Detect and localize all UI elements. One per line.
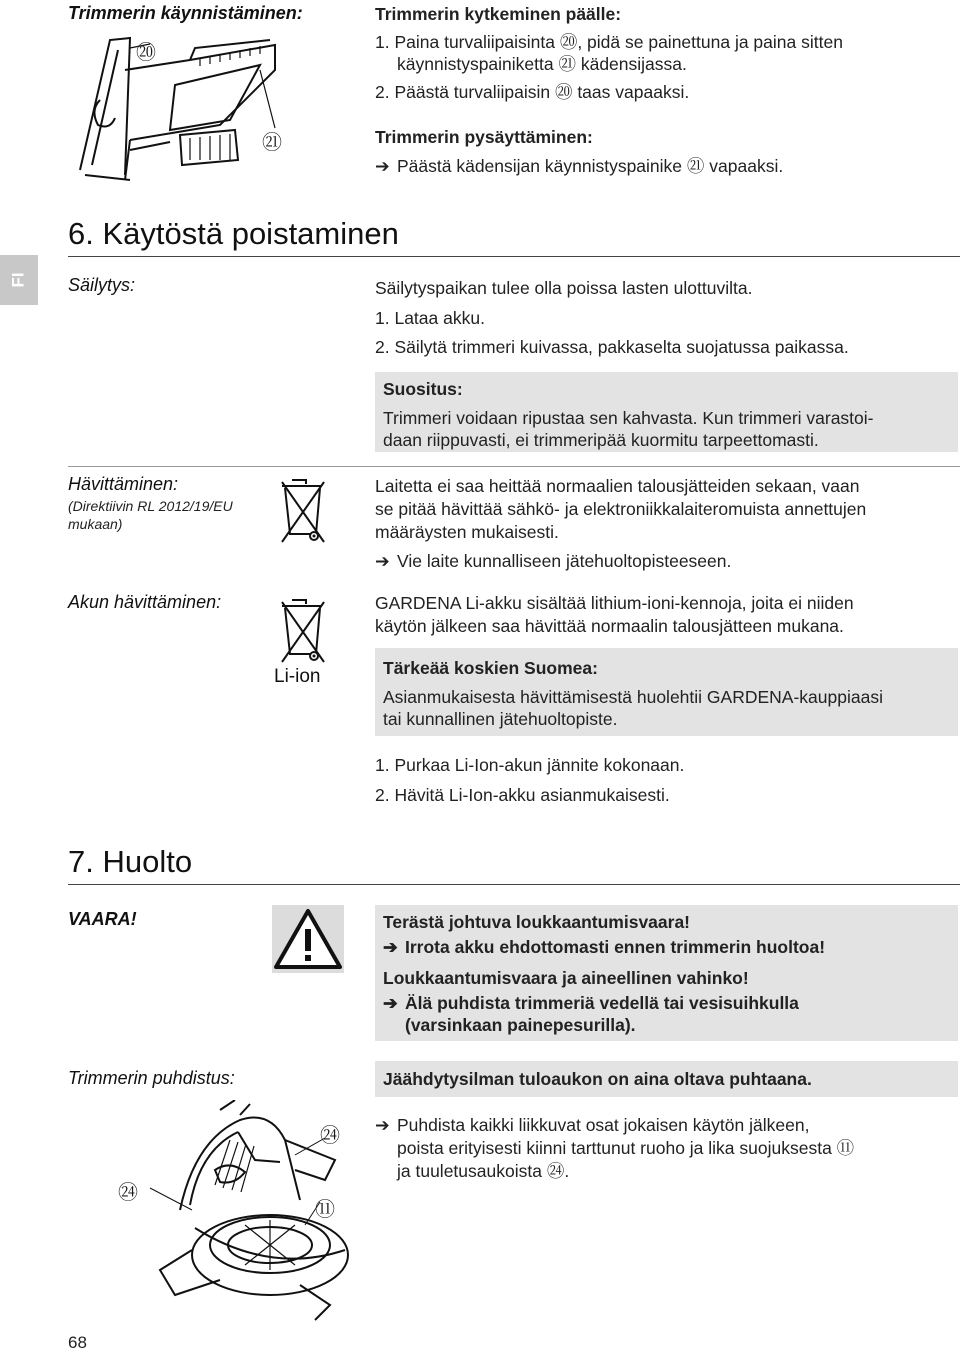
clean-title: Jäähdytysilman tuloaukon on aina oltava puhtaana. [383,1069,812,1089]
storage-intro: Säilytyspaikan tulee olla poissa lasten ulottuvilta. [375,278,753,298]
tip-line1: Trimmeri voidaan ripustaa sen kahvasta. Kun trimmeri varastoi- [383,408,874,428]
start-step1-line1: 1. Paina turvaliipaisinta ⑳, pidä se painettuna ja paina sitten [375,32,843,52]
callout-24-right: ㉔ [320,1125,340,1147]
battery-step1: 1. Purkaa Li-Ion-akun jännite kokonaan. [375,755,685,775]
finland-line2: tai kunnallinen jätehuoltopiste. [383,709,618,729]
storage-label: Säilytys: [68,275,136,295]
clean-line2: poista erityisesti kiinni tarttunut ruoho ja lika suojuksesta ⑪ [397,1138,855,1158]
language-tab [0,255,38,305]
danger-line2: Loukkaantumisvaara ja aineellinen vahinko! [383,968,749,988]
start-side-label: Trimmerin käynnistäminen: [68,3,303,23]
language-tab-label: FI [8,272,28,288]
battery-step2: 2. Hävitä Li-Ion-akku asianmukaisesti. [375,785,670,805]
callout-21: ㉑ [262,132,282,154]
storage-step2: 2. Säilytä trimmeri kuivassa, pakkaselta suojatussa paikassa. [375,337,849,357]
start-stop-text: ➔ Päästä kädensijan käynnistyspainike ㉑ vapaaksi. [375,156,784,176]
tip-box [375,372,958,452]
danger-action2-line2: (varsinkaan painepesurilla). [405,1015,636,1035]
battery-weee-bin-icon [276,596,332,668]
callout-11: ⑪ [315,1199,335,1221]
disposal-sub1: (Direktiivin RL 2012/19/EU [68,498,233,514]
danger-line1: Terästä johtuva loukkaantumisvaara! [383,912,691,932]
danger-box [375,905,958,1041]
callout-24-left: ㉔ [118,1182,138,1204]
disposal-label: Hävittäminen: [68,474,179,494]
start-step1-line2: käynnistyspainiketta ㉑ kädensijassa. [397,54,687,74]
warning-triangle-icon [272,905,344,973]
clean-label: Trimmerin puhdistus: [68,1068,235,1088]
storage-step1: 1. Lataa akku. [375,308,485,328]
clean-title-box [375,1061,958,1097]
finland-box [375,648,958,736]
battery-line1: GARDENA Li-akku sisältää lithium-ioni-kennoja, joita ei niiden [375,593,854,613]
li-ion-label: Li-ion [274,666,321,687]
battery-line2: käytön jälkeen saa hävittää normaalin talousjätteen mukana. [375,616,844,636]
weee-bin-icon [276,476,332,548]
arrow-icon: ➔ [375,1115,390,1135]
section7-heading: 7. Huolto [68,844,193,879]
danger-action2: ➔ Älä puhdista trimmeriä vedellä tai vesisuihkulla [383,993,799,1013]
tip-title: Suositus: [383,379,463,399]
finland-line1: Asianmukaisesta hävittämisestä huolehtii GARDENA-kauppiaasi [383,687,883,707]
start-step2: 2. Päästä turvaliipaisin ⑳ taas vapaaksi. [375,82,690,102]
disposal-line3: määräysten mukaisesti. [375,522,559,542]
section6-heading: 6. Käytöstä poistaminen [68,216,399,251]
clean-line1: ➔ Puhdista kaikki liikkuvat osat jokaisen käytön jälkeen, [375,1115,810,1135]
arrow-icon: ➔ [383,993,398,1013]
danger-label: VAARA! [68,909,137,929]
clean-line3: ja tuuletusaukoista ㉔. [397,1161,570,1181]
page-number: 68 [68,1333,87,1352]
battery-label: Akun hävittäminen: [68,592,222,612]
arrow-icon: ➔ [375,551,390,571]
start-on-title: Trimmerin kytkeminen päälle: [375,4,622,24]
start-stop-title: Trimmerin pysäyttäminen: [375,127,593,147]
disposal-action: ➔ Vie laite kunnalliseen jätehuoltopisteeseen. [375,551,732,571]
arrow-icon: ➔ [383,937,398,957]
danger-action1: ➔ Irrota akku ehdottomasti ennen trimmerin huoltoa! [383,937,826,957]
finland-title: Tärkeää koskien Suomea: [383,658,598,678]
disposal-line1: Laitetta ei saa heittää normaalien talousjätteiden sekaan, vaan [375,476,860,496]
disposal-sub2: mukaan) [68,516,123,532]
arrow-icon: ➔ [375,156,390,176]
tip-line2: daan riippuvasti, ei trimmeripää kuormitu tarpeettomasti. [383,430,819,450]
section7-rule [68,884,960,885]
callout-20: ⑳ [136,42,156,64]
trimmer-handle-illustration [70,30,320,190]
disposal-line2: se pitää hävittää sähkö- ja elektroniikkalaiteromuista annettujen [375,499,867,519]
section6-rule [68,256,960,257]
disposal-rule [68,466,960,467]
